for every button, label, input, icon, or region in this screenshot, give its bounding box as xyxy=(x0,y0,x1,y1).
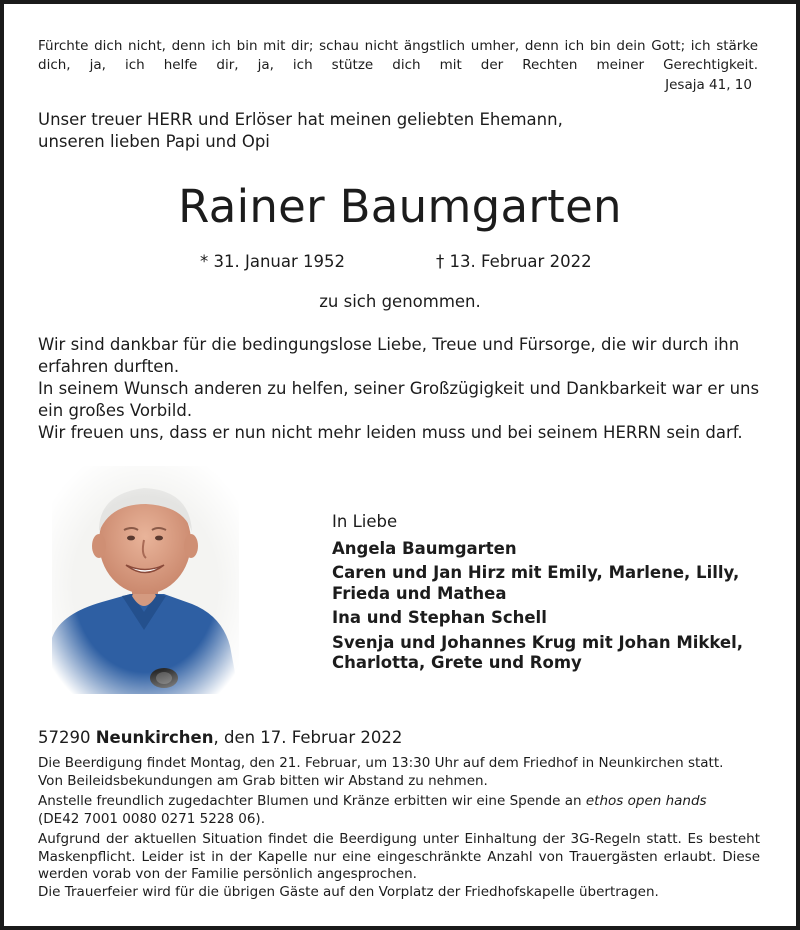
intro-text xyxy=(38,109,563,153)
taken-text: zu sich genommen. xyxy=(319,292,481,311)
place-date xyxy=(38,728,402,747)
death-date: † 13. Februar 2022 xyxy=(436,252,592,271)
thanks-paragraph-2: In seinem Wunsch anderen zu helfen, seiner Großzügigkeit und Dankbarkeit war er uns ein großes Vorbild. xyxy=(38,379,760,420)
portrait-svg xyxy=(52,466,239,694)
donation-iban: (DE42 7001 0080 0271 5228 06). xyxy=(38,810,265,827)
mourner-group-2: Caren und Jan Hirz mit Emily, Marlene, Lilly, Frieda und Mathea xyxy=(332,563,740,603)
donation-info xyxy=(38,793,760,828)
intro-line-2: unseren lieben Papi und Opi xyxy=(38,132,270,151)
donation-organization: ethos open hands xyxy=(585,793,707,809)
mourners-lead: In Liebe xyxy=(332,512,398,531)
mourners-list xyxy=(332,512,772,678)
city-name: Neunkirchen xyxy=(95,728,214,747)
thanks-paragraph-3: Wir freuen uns, dass er nun nicht mehr leiden muss und bei seinem HERRN sein darf. xyxy=(38,423,743,442)
covid-info xyxy=(38,831,760,901)
donation-text: Anstelle freundlich zugedachter Blumen und Kränze erbitten wir eine Spende an xyxy=(38,793,586,809)
notice-date: , den 17. Februar 2022 xyxy=(213,728,403,747)
funeral-info xyxy=(38,755,760,790)
portrait-photo-icon xyxy=(52,466,239,694)
mourner-group-1: Angela Baumgarten xyxy=(332,538,517,558)
bible-verse: Fürchte dich nicht, denn ich bin mit dir; schau nicht ängstlich umher, denn ich bin dein Gott; ich stärke dich, ja, ich helfe dir, ja, ich stütze dich mit der Rechten meiner Gerechtigkeit. xyxy=(38,38,758,73)
thanks-paragraph-1: Wir sind dankbar für die bedingungslose Liebe, Treue und Fürsorge, die wir durch ihn erfahren durften. xyxy=(38,335,740,376)
covid-rules: Aufgrund der aktuellen Situation findet die Beerdigung unter Einhaltung der 3G-Regeln statt. Es besteht Maskenpflicht. Leider ist in der Kapelle nur eine eingeschränkte Anzahl von Trauergästen erlaubt. Diese werden vorab von der Familie persönlich angesprochen. xyxy=(38,831,760,882)
thanks-text xyxy=(38,334,768,444)
deceased-name: Rainer Baumgarten xyxy=(178,180,622,233)
verse-reference: Jesaja 41, 10 xyxy=(665,77,752,93)
funeral-details xyxy=(38,755,760,904)
zip-code: 57290 xyxy=(38,728,91,747)
intro-line-1: Unser treuer HERR und Erlöser hat meinen geliebten Ehemann, xyxy=(38,110,563,129)
mourner-group-3: Ina und Stephan Schell xyxy=(332,608,547,627)
broadcast-info: Die Trauerfeier wird für die übrigen Gäste auf den Vorplatz der Friedhofskapelle übertragen. xyxy=(38,883,659,900)
funeral-line: Die Beerdigung findet Montag, den 21. Februar, um 13:30 Uhr auf dem Friedhof in Neunkirchen statt. xyxy=(38,755,724,771)
mourner-group-4: Svenja und Johannes Krug mit Johan Mikkel, Charlotta, Grete und Romy xyxy=(332,632,744,672)
condolence-line: Von Beileidsbekundungen am Grab bitten wir Abstand zu nehmen. xyxy=(38,772,488,789)
birth-date: * 31. Januar 1952 xyxy=(200,252,346,271)
